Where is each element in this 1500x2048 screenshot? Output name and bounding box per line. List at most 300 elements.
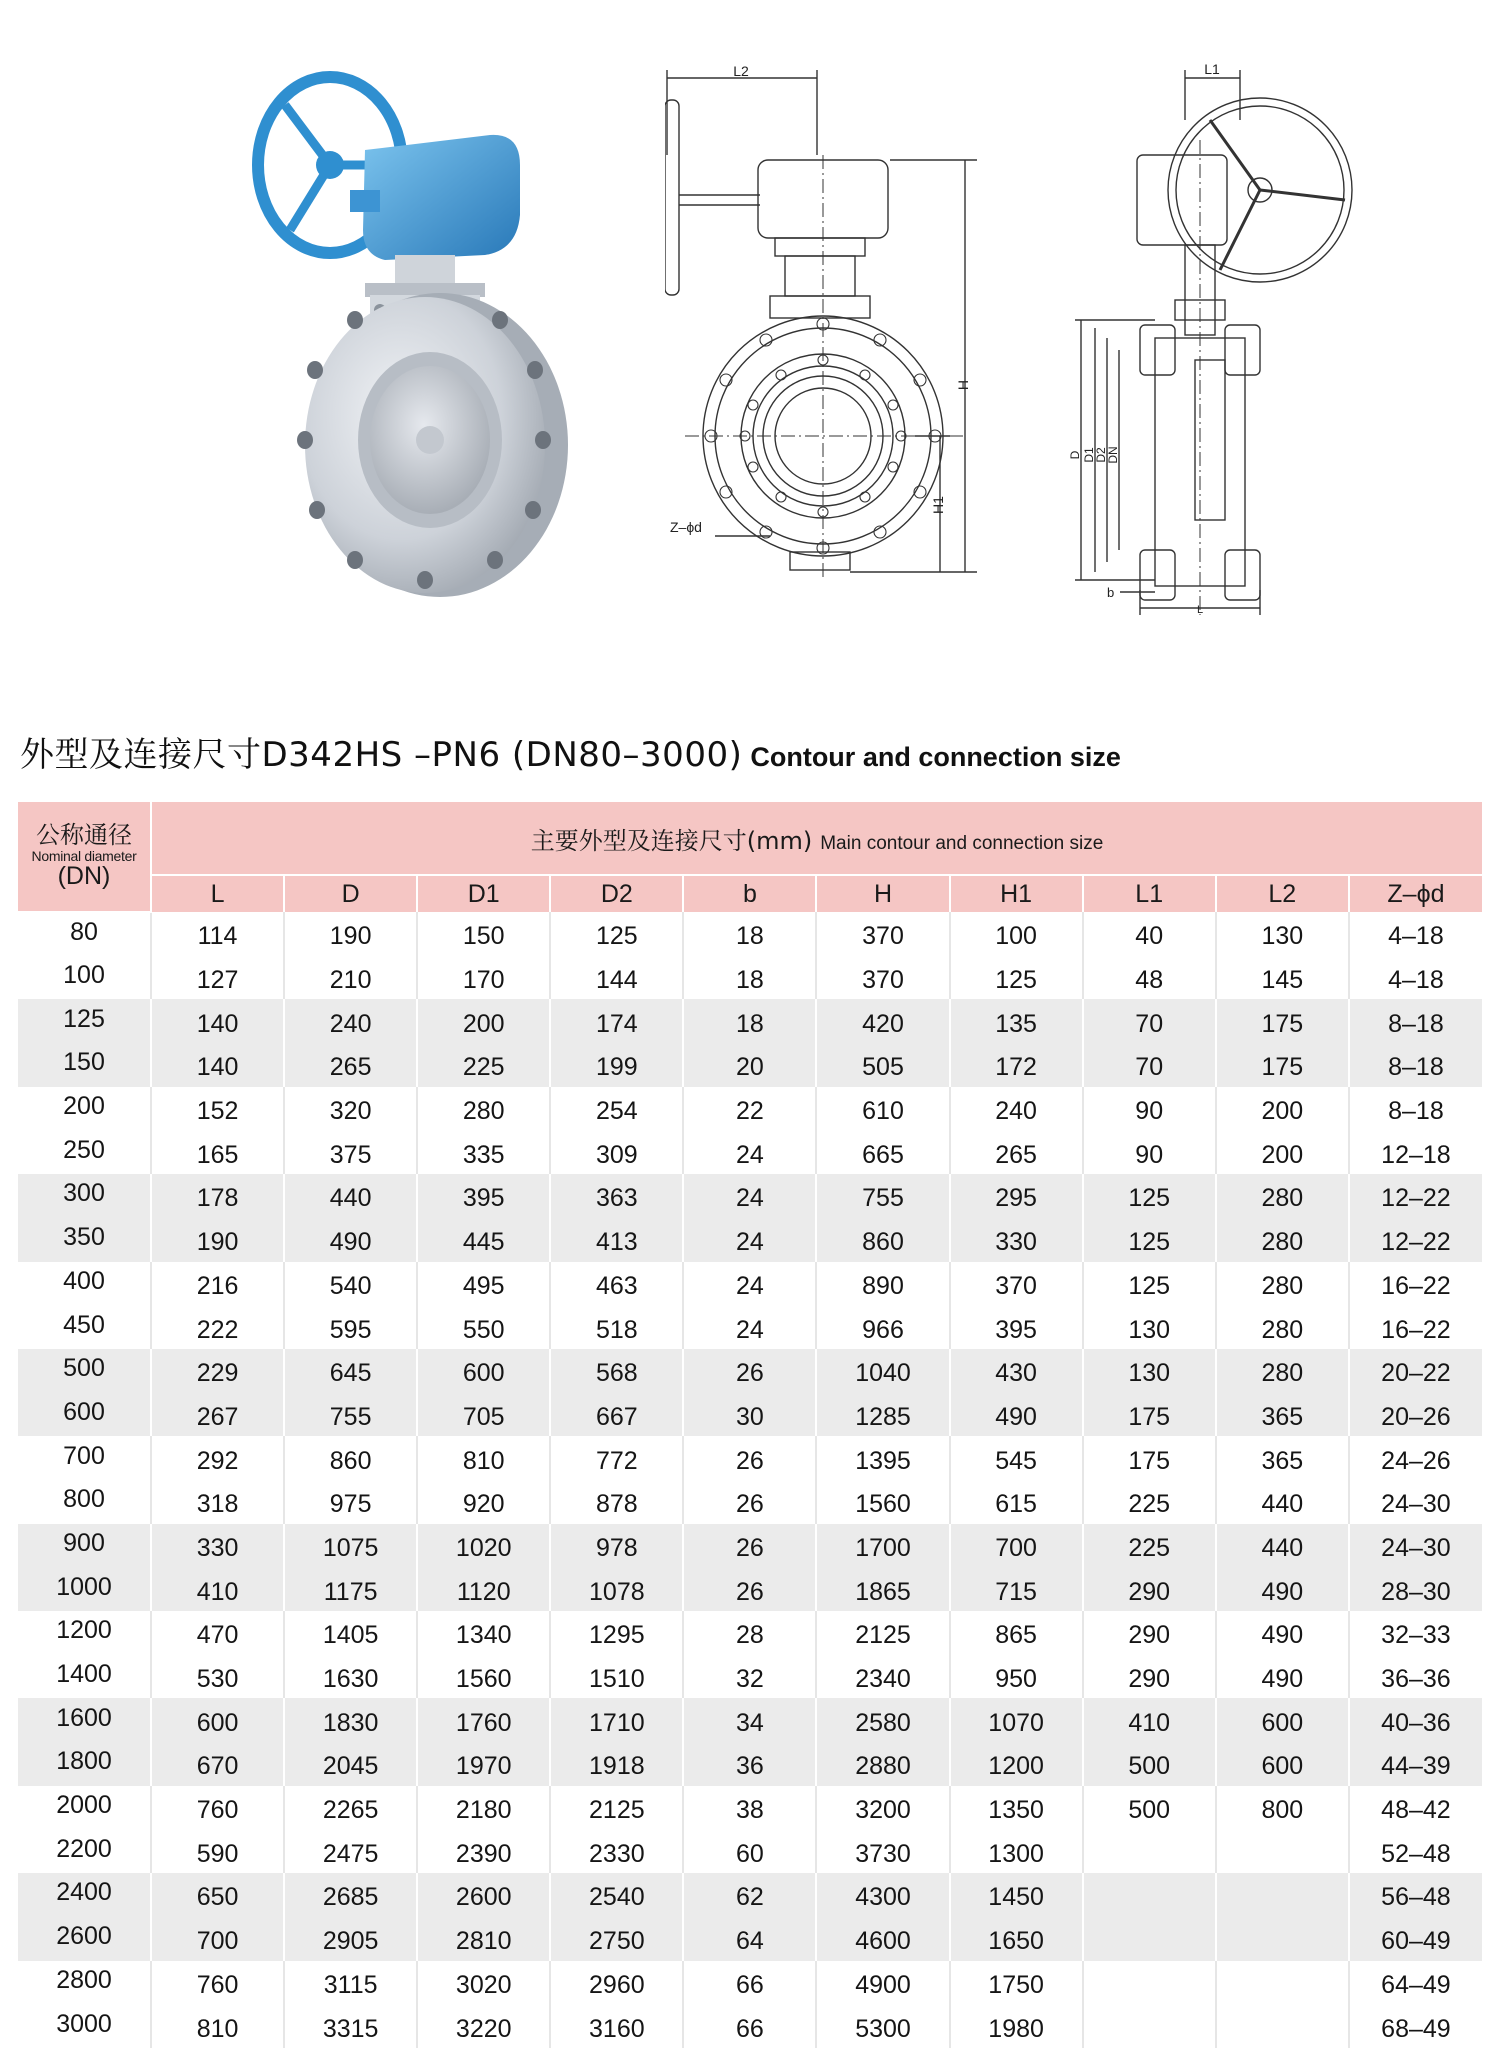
table-cell: 165 <box>151 1130 284 1174</box>
table-cell: 1970 <box>417 1742 550 1786</box>
table-cell: 32–33 <box>1349 1611 1482 1655</box>
table-cell: 2750 <box>550 1917 683 1961</box>
main-header-cn: 主要外型及连接尺寸(mm) <box>530 826 813 855</box>
table-cell: 650 <box>151 1873 284 1917</box>
table-cell: 38 <box>683 1786 816 1830</box>
dn-cell: 700 <box>18 1436 151 1480</box>
table-cell: 2265 <box>284 1786 417 1830</box>
table-cell: 18 <box>683 956 816 1000</box>
dn-cell: 450 <box>18 1305 151 1349</box>
table-row <box>18 1611 1482 1655</box>
label-l2: L2 <box>733 63 749 79</box>
column-header: b <box>683 875 816 912</box>
table-cell: 610 <box>816 1087 949 1131</box>
table-cell: 144 <box>550 956 683 1000</box>
table-cell: 64 <box>683 1917 816 1961</box>
table-cell: 865 <box>950 1611 1083 1655</box>
table-cell: 595 <box>284 1305 417 1349</box>
table-cell: 645 <box>284 1349 417 1393</box>
table-row <box>18 1786 1482 1830</box>
table-cell: 518 <box>550 1305 683 1349</box>
table-cell: 70 <box>1083 999 1216 1043</box>
table-row <box>18 1305 1482 1349</box>
table-cell: 265 <box>284 1043 417 1087</box>
table-cell: 500 <box>1083 1742 1216 1786</box>
dn-header-cn: 公称通径 <box>36 821 132 850</box>
table-cell: 966 <box>816 1305 949 1349</box>
table-cell: 540 <box>284 1262 417 1306</box>
dn-cell: 80 <box>18 912 151 956</box>
table-cell: 1075 <box>284 1524 417 1568</box>
table-cell: 190 <box>151 1218 284 1262</box>
table-cell: 12–22 <box>1349 1218 1482 1262</box>
table-row <box>18 1174 1482 1218</box>
table-cell <box>1083 1829 1216 1873</box>
table-cell: 18 <box>683 912 816 956</box>
table-cell: 26 <box>683 1436 816 1480</box>
table-cell: 600 <box>1216 1742 1349 1786</box>
dn-cell: 300 <box>18 1174 151 1218</box>
dn-cell: 1200 <box>18 1611 151 1655</box>
table-cell: 225 <box>417 1043 550 1087</box>
table-row <box>18 912 1482 956</box>
dn-cell: 2000 <box>18 1786 151 1830</box>
table-cell: 24–26 <box>1349 1436 1482 1480</box>
dn-cell: 250 <box>18 1130 151 1174</box>
table-cell: 280 <box>417 1087 550 1131</box>
table-cell: 1285 <box>816 1393 949 1437</box>
table-cell: 545 <box>950 1436 1083 1480</box>
table-cell: 430 <box>950 1349 1083 1393</box>
table-cell: 810 <box>151 2004 284 2048</box>
table-cell: 705 <box>417 1393 550 1437</box>
table-cell <box>1083 2004 1216 2048</box>
table-cell: 1450 <box>950 1873 1083 1917</box>
column-header: H1 <box>950 875 1083 912</box>
table-cell: 32 <box>683 1655 816 1699</box>
table-cell: 290 <box>1083 1567 1216 1611</box>
table-cell: 1560 <box>816 1480 949 1524</box>
table-row <box>18 1349 1482 1393</box>
table-row <box>18 1087 1482 1131</box>
table-cell: 590 <box>151 1829 284 1873</box>
table-cell: 1070 <box>950 1698 1083 1742</box>
table-cell: 890 <box>816 1262 949 1306</box>
dn-cell: 1800 <box>18 1742 151 1786</box>
table-cell: 60–49 <box>1349 1917 1482 1961</box>
table-cell: 290 <box>1083 1655 1216 1699</box>
valve-flange-icon <box>297 293 568 597</box>
main-size-header <box>151 802 1482 875</box>
table-cell <box>1083 1917 1216 1961</box>
table-cell: 1510 <box>550 1655 683 1699</box>
table-cell: 1120 <box>417 1567 550 1611</box>
table-cell: 375 <box>284 1130 417 1174</box>
table-cell: 240 <box>284 999 417 1043</box>
table-cell: 445 <box>417 1218 550 1262</box>
table-cell <box>1083 1873 1216 1917</box>
table-cell: 125 <box>1083 1218 1216 1262</box>
dn-cell: 125 <box>18 999 151 1043</box>
table-cell: 500 <box>1083 1786 1216 1830</box>
dn-cell: 1000 <box>18 1567 151 1611</box>
gearbox-icon <box>350 135 520 260</box>
table-cell: 200 <box>1216 1087 1349 1131</box>
table-cell: 2905 <box>284 1917 417 1961</box>
table-cell: 28 <box>683 1611 816 1655</box>
table-cell: 440 <box>1216 1524 1349 1568</box>
table-row <box>18 1742 1482 1786</box>
table-cell: 2685 <box>284 1873 417 1917</box>
table-cell: 26 <box>683 1567 816 1611</box>
table-cell <box>1216 1829 1349 1873</box>
table-row <box>18 1655 1482 1699</box>
table-cell: 68–49 <box>1349 2004 1482 2048</box>
table-cell: 24 <box>683 1130 816 1174</box>
table-cell: 178 <box>151 1174 284 1218</box>
table-cell: 199 <box>550 1043 683 1087</box>
table-cell: 70 <box>1083 1043 1216 1087</box>
title-english: Contour and connection size <box>750 742 1121 772</box>
table-cell: 1980 <box>950 2004 1083 2048</box>
table-cell: 292 <box>151 1436 284 1480</box>
table-cell <box>1216 1873 1349 1917</box>
table-cell: 2180 <box>417 1786 550 1830</box>
table-cell: 190 <box>284 912 417 956</box>
table-cell: 4–18 <box>1349 912 1482 956</box>
table-cell: 670 <box>151 1742 284 1786</box>
table-cell: 2810 <box>417 1917 550 1961</box>
table-cell: 34 <box>683 1698 816 1742</box>
table-cell: 490 <box>284 1218 417 1262</box>
table-cell: 175 <box>1083 1393 1216 1437</box>
table-cell: 12–18 <box>1349 1130 1482 1174</box>
table-cell: 490 <box>1216 1655 1349 1699</box>
title-chinese: 外型及连接尺寸D342HS –PN6 (DN80–3000) <box>20 735 743 775</box>
table-row <box>18 1524 1482 1568</box>
table-cell: 24–30 <box>1349 1480 1482 1524</box>
column-header: Z–ϕd <box>1349 875 1482 912</box>
table-cell <box>1083 1961 1216 2005</box>
table-cell: 222 <box>151 1305 284 1349</box>
table-cell: 470 <box>151 1611 284 1655</box>
table-cell: 225 <box>1083 1480 1216 1524</box>
dn-cell: 2800 <box>18 1961 151 2005</box>
table-cell: 1700 <box>816 1524 949 1568</box>
table-row <box>18 1829 1482 1873</box>
table-cell: 975 <box>284 1480 417 1524</box>
table-cell: 8–18 <box>1349 999 1482 1043</box>
dn-cell: 200 <box>18 1087 151 1131</box>
table-cell: 254 <box>550 1087 683 1131</box>
dn-cell: 350 <box>18 1218 151 1262</box>
table-cell: 420 <box>816 999 949 1043</box>
table-cell: 550 <box>417 1305 550 1349</box>
table-cell: 410 <box>151 1567 284 1611</box>
table-cell: 44–39 <box>1349 1742 1482 1786</box>
table-cell: 1300 <box>950 1829 1083 1873</box>
table-row <box>18 1961 1482 2005</box>
table-cell: 26 <box>683 1349 816 1393</box>
table-cell: 40–36 <box>1349 1698 1482 1742</box>
table-cell: 1078 <box>550 1567 683 1611</box>
table-cell: 200 <box>417 999 550 1043</box>
table-row <box>18 999 1482 1043</box>
table-cell: 1918 <box>550 1742 683 1786</box>
table-cell: 440 <box>1216 1480 1349 1524</box>
table-cell: 24 <box>683 1262 816 1306</box>
table-cell: 56–48 <box>1349 1873 1482 1917</box>
table-cell: 200 <box>1216 1130 1349 1174</box>
table-cell: 290 <box>1083 1611 1216 1655</box>
table-cell: 490 <box>950 1393 1083 1437</box>
table-cell: 26 <box>683 1480 816 1524</box>
table-row <box>18 1917 1482 1961</box>
table-cell: 280 <box>1216 1218 1349 1262</box>
table-cell: 2125 <box>816 1611 949 1655</box>
front-view-drawing <box>665 60 995 615</box>
table-cell: 772 <box>550 1436 683 1480</box>
table-cell: 3730 <box>816 1829 949 1873</box>
table-cell: 210 <box>284 956 417 1000</box>
table-cell: 225 <box>1083 1524 1216 1568</box>
dimension-table <box>18 802 1482 2048</box>
table-cell: 3200 <box>816 1786 949 1830</box>
table-cell: 1830 <box>284 1698 417 1742</box>
table-cell: 280 <box>1216 1349 1349 1393</box>
table-cell: 24 <box>683 1218 816 1262</box>
table-cell: 265 <box>950 1130 1083 1174</box>
table-cell: 36 <box>683 1742 816 1786</box>
table-cell: 30 <box>683 1393 816 1437</box>
table-cell: 125 <box>550 912 683 956</box>
table-cell: 24 <box>683 1174 816 1218</box>
table-cell: 2580 <box>816 1698 949 1742</box>
table-row <box>18 1567 1482 1611</box>
table-cell: 920 <box>417 1480 550 1524</box>
column-header: L2 <box>1216 875 1349 912</box>
table-cell: 318 <box>151 1480 284 1524</box>
table-cell: 505 <box>816 1043 949 1087</box>
table-cell: 335 <box>417 1130 550 1174</box>
table-cell: 309 <box>550 1130 683 1174</box>
table-cell: 568 <box>550 1349 683 1393</box>
table-cell: 36–36 <box>1349 1655 1482 1699</box>
dn-cell: 1400 <box>18 1655 151 1699</box>
table-cell: 174 <box>550 999 683 1043</box>
table-cell: 495 <box>417 1262 550 1306</box>
main-header-en: Main contour and connection size <box>820 832 1104 854</box>
table-cell: 2475 <box>284 1829 417 1873</box>
table-cell: 665 <box>816 1130 949 1174</box>
valve-product-photo <box>245 55 575 610</box>
table-cell: 16–22 <box>1349 1262 1482 1306</box>
table-cell: 600 <box>1216 1698 1349 1742</box>
table-cell: 878 <box>550 1480 683 1524</box>
column-header: D2 <box>550 875 683 912</box>
table-cell: 295 <box>950 1174 1083 1218</box>
table-cell: 395 <box>417 1174 550 1218</box>
table-cell: 600 <box>151 1698 284 1742</box>
table-cell: 175 <box>1216 1043 1349 1087</box>
table-cell: 52–48 <box>1349 1829 1482 1873</box>
dn-cell: 800 <box>18 1480 151 1524</box>
table-cell: 20–22 <box>1349 1349 1482 1393</box>
table-row <box>18 1436 1482 1480</box>
table-cell: 615 <box>950 1480 1083 1524</box>
table-row <box>18 1218 1482 1262</box>
table-cell: 140 <box>151 999 284 1043</box>
table-cell: 145 <box>1216 956 1349 1000</box>
table-cell: 1865 <box>816 1567 949 1611</box>
table-cell: 16–22 <box>1349 1305 1482 1349</box>
table-row <box>18 2004 1482 2048</box>
side-view-drawing <box>1045 60 1365 615</box>
dn-column-header <box>18 802 151 912</box>
column-header-row <box>18 875 1482 912</box>
dn-cell: 100 <box>18 956 151 1000</box>
label-h1: H1 <box>930 496 946 514</box>
table-cell: 1395 <box>816 1436 949 1480</box>
dn-header-unit: (DN) <box>57 862 111 891</box>
table-cell: 490 <box>1216 1611 1349 1655</box>
table-cell: 1040 <box>816 1349 949 1393</box>
table-cell: 755 <box>816 1174 949 1218</box>
table-cell: 135 <box>950 999 1083 1043</box>
table-cell: 2960 <box>550 1961 683 2005</box>
table-cell: 1650 <box>950 1917 1083 1961</box>
table-cell: 755 <box>284 1393 417 1437</box>
column-header: D1 <box>417 875 550 912</box>
table-body <box>18 912 1482 2048</box>
table-cell: 22 <box>683 1087 816 1131</box>
column-header: L <box>151 875 284 912</box>
table-cell: 3220 <box>417 2004 550 2048</box>
table-cell: 413 <box>550 1218 683 1262</box>
table-cell: 66 <box>683 2004 816 2048</box>
page-title <box>20 727 1121 776</box>
label-dn: DN <box>1106 446 1120 464</box>
dn-cell: 600 <box>18 1393 151 1437</box>
table-cell: 2330 <box>550 1829 683 1873</box>
table-cell: 130 <box>1083 1349 1216 1393</box>
table-cell: 229 <box>151 1349 284 1393</box>
table-cell: 60 <box>683 1829 816 1873</box>
table-cell: 370 <box>950 1262 1083 1306</box>
table-cell: 12–22 <box>1349 1174 1482 1218</box>
table-cell: 48 <box>1083 956 1216 1000</box>
label-z-phi-d: Z–ϕd <box>670 519 702 535</box>
dn-cell: 400 <box>18 1262 151 1306</box>
column-header: H <box>816 875 949 912</box>
table-cell: 280 <box>1216 1262 1349 1306</box>
table-cell: 2540 <box>550 1873 683 1917</box>
dn-header-en: Nominal diameter <box>31 847 137 864</box>
dn-cell: 900 <box>18 1524 151 1568</box>
table-cell: 800 <box>1216 1786 1349 1830</box>
table-cell: 90 <box>1083 1130 1216 1174</box>
table-cell: 1750 <box>950 1961 1083 2005</box>
table-cell: 1175 <box>284 1567 417 1611</box>
table-cell: 125 <box>950 956 1083 1000</box>
table-cell: 860 <box>816 1218 949 1262</box>
table-cell: 20 <box>683 1043 816 1087</box>
table-cell: 130 <box>1216 912 1349 956</box>
table-cell: 810 <box>417 1436 550 1480</box>
table-cell: 140 <box>151 1043 284 1087</box>
dn-cell: 2600 <box>18 1917 151 1961</box>
table-cell: 152 <box>151 1087 284 1131</box>
table-cell: 700 <box>950 1524 1083 1568</box>
dn-cell: 150 <box>18 1043 151 1087</box>
table-cell: 1560 <box>417 1655 550 1699</box>
table-cell: 1020 <box>417 1524 550 1568</box>
table-cell: 600 <box>417 1349 550 1393</box>
table-cell: 4900 <box>816 1961 949 2005</box>
table-row <box>18 1393 1482 1437</box>
table-cell: 130 <box>1083 1305 1216 1349</box>
table-cell: 365 <box>1216 1436 1349 1480</box>
table-cell: 2125 <box>550 1786 683 1830</box>
dn-cell: 1600 <box>18 1698 151 1742</box>
table-cell: 26 <box>683 1524 816 1568</box>
table-cell: 175 <box>1083 1436 1216 1480</box>
table-cell <box>1216 1917 1349 1961</box>
table-cell: 170 <box>417 956 550 1000</box>
table-cell: 1295 <box>550 1611 683 1655</box>
table-cell: 1710 <box>550 1698 683 1742</box>
table-cell <box>1216 1961 1349 2005</box>
label-l1: L1 <box>1204 61 1220 77</box>
table-cell: 1200 <box>950 1742 1083 1786</box>
table-cell: 280 <box>1216 1174 1349 1218</box>
table-cell: 2880 <box>816 1742 949 1786</box>
table-cell: 363 <box>550 1174 683 1218</box>
table-cell: 1405 <box>284 1611 417 1655</box>
table-cell: 66 <box>683 1961 816 2005</box>
table-cell: 125 <box>1083 1262 1216 1306</box>
table-cell: 40 <box>1083 912 1216 956</box>
table-cell: 8–18 <box>1349 1043 1482 1087</box>
table-cell: 1760 <box>417 1698 550 1742</box>
table-cell: 62 <box>683 1873 816 1917</box>
label-l: L <box>1196 604 1204 615</box>
table-cell: 410 <box>1083 1698 1216 1742</box>
table-cell: 4–18 <box>1349 956 1482 1000</box>
table-cell: 28–30 <box>1349 1567 1482 1611</box>
table-cell: 320 <box>284 1087 417 1131</box>
table-cell <box>1216 2004 1349 2048</box>
label-d1: D1 <box>1082 447 1096 463</box>
table-cell: 330 <box>151 1524 284 1568</box>
table-cell: 2600 <box>417 1873 550 1917</box>
table-cell: 172 <box>950 1043 1083 1087</box>
table-cell: 8–18 <box>1349 1087 1482 1131</box>
table-cell: 18 <box>683 999 816 1043</box>
table-cell: 3115 <box>284 1961 417 2005</box>
table-cell: 950 <box>950 1655 1083 1699</box>
table-row <box>18 1698 1482 1742</box>
table-cell: 267 <box>151 1393 284 1437</box>
table-cell: 4300 <box>816 1873 949 1917</box>
table-cell: 440 <box>284 1174 417 1218</box>
table-cell: 3020 <box>417 1961 550 2005</box>
label-h: H <box>955 379 971 391</box>
table-cell: 1630 <box>284 1655 417 1699</box>
table-row <box>18 1130 1482 1174</box>
table-cell: 3315 <box>284 2004 417 2048</box>
table-cell: 2045 <box>284 1742 417 1786</box>
